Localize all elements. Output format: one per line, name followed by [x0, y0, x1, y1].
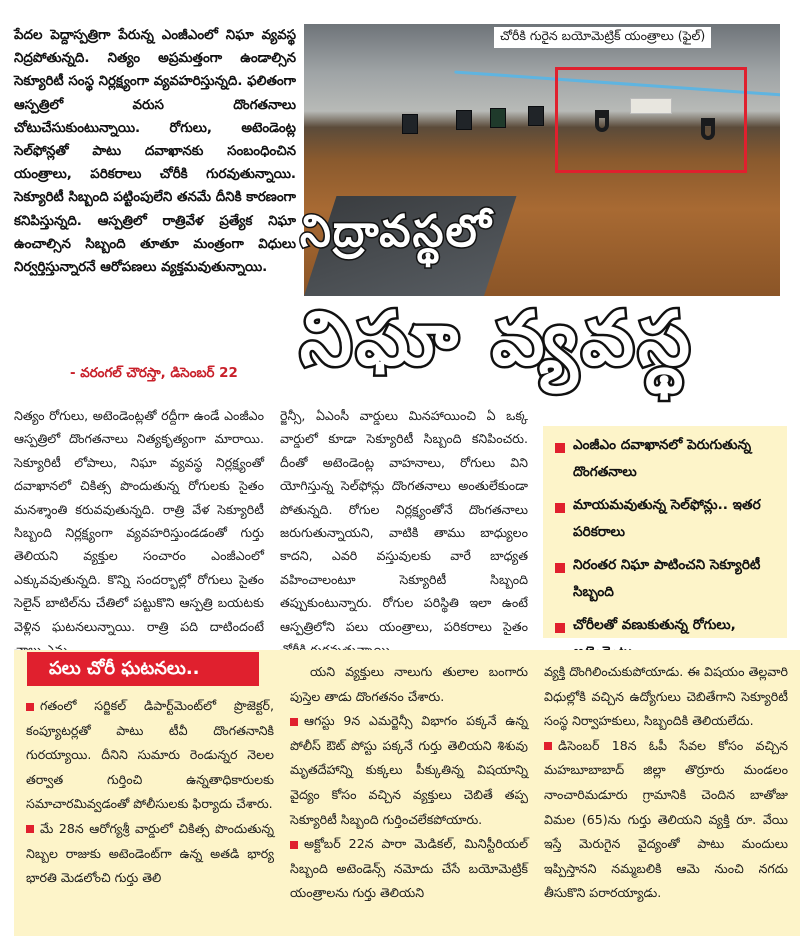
- bullet-square-icon: [555, 563, 565, 573]
- incident-item: అక్టోబర్ 22న పారా మెడికల్, మినిస్టీరియల్ సిబ్బంది అటెండెన్స్ నమోదు చేసే బయోమెట్రిక్ యంత్రాలను గుర్తు తెలియని: [290, 836, 528, 901]
- theft-column-3: [544, 660, 788, 906]
- incident-item: ఆగస్టు 9న ఎమర్జెన్సీ విభాగం పక్కనే ఉన్న పోలీస్ ఔట్ పోస్టు పక్కనే గుర్తు తెలియని శిశువు మృతదేహాన్ని కుక్కలు పీక్కుతిన్న విషయాన్ని వైద్యం కోసం వచ్చిన వ్యక్తులు చెబితే తప్ప సెక్యూరిటీ సిబ్బంది గుర్తించలేకపోయారు.: [290, 713, 528, 827]
- photo-caption: చోరీకి గురైన బయోమెట్రిక్ యంత్రాలు (ఫైల్): [494, 27, 711, 48]
- bullet-square-icon: [290, 718, 298, 726]
- biometric-device: [490, 108, 506, 128]
- highlights-box: [543, 426, 787, 638]
- theft-column-2: [290, 660, 528, 906]
- bullet-square-icon: [26, 703, 34, 711]
- incident-continuation: యని వ్యక్తులు నాలుగు తులాల బంగారు పుస్తెల తాడు దొంగతనం చేశారు.: [290, 664, 528, 704]
- biometric-device: [456, 110, 472, 130]
- theft-column-1: [26, 694, 274, 891]
- highlight-item: చోరీలతో వణుకుతున్న రోగులు,: [553, 612, 777, 666]
- theft-section-title: పలు చోరీ ఘటనలు..: [27, 652, 259, 686]
- headline-line-1: నిద్రావస్థలో: [300, 206, 493, 257]
- bullet-square-icon: [290, 841, 298, 849]
- incident-item: డిసెంబర్ 18న ఓపీ సేవల కోసం వచ్చిన మహబూబాబాద్ జిల్లా తొర్రూరు మండలం నాంచారిమడూరు గ్రామానికి చెందిన బాతోజు విమల (65)ను గుర్తు తెలియని వ్యక్తి రూ. వేయి ఇస్తే మెరుగైన వైద్యంతో పాటు మందులు ఇప్పిస్తానని నమ్మబలికి ఆమె నుంచి నగదు తీసుకొని పరారయ్యాడు.: [544, 737, 788, 901]
- intro-paragraph: పేదల పెద్దాస్పత్రిగా పేరున్న ఎంజీఎంలో నిఘా వ్యవస్థ నిద్రపోతున్నది. నిత్యం అప్రమత్తంగా ఉండాల్సిన సెక్యూరిటీ సంస్థ నిర్లక్ష్యంగా వ్యవహరిస్తున్నది. ఫలితంగా ఆస్పత్రిలో వరుస దొంగతనాలు చోటుచేసుకుంటున్నాయి. రోగులు, అటెండెంట్ల సెల్‌ఫోన్లతో పాటు దవాఖానకు సంబంధించిన యంత్రాలు, పరికరాలు చోరీకి గురవుతున్నాయి. సెక్యూరిటీ సిబ్బంది పట్టింపులేని తనమే దీనికి కారణంగా కనిపిస్తున్నది. ఆస్పత్రిలో రాత్రివేళ ప్రత్యేక నిఘా ఉంచాల్సిన సిబ్బంది తూతూ మంత్రంగా విధులు నిర్వర్తిస్తున్నారనే ఆరోపణలు వ్యక్తమవుతున్నాయి.: [14, 28, 296, 276]
- highlight-frame: [555, 67, 747, 173]
- headline-line-2: నిఘా వ్యవస్థ: [300, 296, 695, 382]
- biometric-device: [528, 106, 544, 126]
- biometric-device: [402, 114, 418, 134]
- body-column-1: నిత్యం రోగులు, అటెండెంట్లతో రద్దీగా ఉండే ఎంజీఎం ఆస్పత్రిలో దొంగతనాలు నిత్యకృత్యంగా మారాయి. సెక్యూరిటీ లోపాలు, నిఘా వ్యవస్థ నిర్లక్ష్యంతో దవాఖానలో చికిత్స పొందుతున్న రోగులకు సైతం మనశ్శాంతి కరువవుతున్నది. రాత్రి వేళ సెక్యూరిటీ సిబ్బంది నిర్లక్ష్యంగా వ్యవహరిస్తుండడంతో గుర్తు తెలియని వ్యక్తుల సంచారం ఎంజీఎంలో ఎక్కువవుతున్నది. కొన్ని సందర్భాల్లో రోగులు సైతం సెలైన్ బాటిల్‌ను చేతిలో పట్టుకొని ఆస్పత్రి బయటకు వెళ్లిన ఘటనలున్నాయి. రాత్రి పది దాటిందంటే: [14, 408, 264, 634]
- bullet-square-icon: [544, 742, 552, 750]
- body-column-2: ర్జెన్సీ, ఏఎంసీ వార్డులు మినహాయించి ఏ ఒక్క వార్డులో కూడా సెక్యూరిటీ సిబ్బంది కనిపించరు. దీంతో అటెండెంట్ల వాహనాలు, రోగులు విని యోగిస్తున్న సెల్‌ఫోన్లు దొంగతనాలు అంతులేకుండా పోతున్నది. రోగుల నిర్లక్ష్యంతోనే దొంగతనాలు జరుగుతున్నాయని, వాటికి తాము బాధ్యులం కాదని, ఎవరి వస్తువులకు వారే బాధ్యత వహించాలంటూ సెక్యూరిటీ సిబ్బంది తప్పుకుంటున్నారు. రోగుల పరిస్థితి ఇలా ఉంటే ఆస్పత్రిలోని పలు యంత్రాలు, పరికరాలు సైతం: [280, 408, 528, 634]
- highlight-item: మాయమవుతున్న సెల్‌ఫోన్లు.. ఇతర పరికరాలు: [553, 492, 777, 546]
- bullet-square-icon: [555, 443, 565, 453]
- highlight-item: ఎంజీఎం దవాఖానలో పెరుగుతున్న దొంగతనాలు: [553, 432, 777, 486]
- incident-item: గతంలో సర్జికల్ డిపార్ట్‌మెంట్‌లో ప్రొజెక్టర్, కంప్యూటర్లతో పాటు టీవీ దొంగతనానికి గురయ్యాయి. దీనిని సుమారు రెండున్నర నెలల తర్వాత గుర్తించి ఉన్నతాధికారులకు సమాచారమివ్వడంతో పోలీసులకు ఫిర్యాదు చేశారు.: [26, 698, 274, 812]
- dateline: - వరంగల్ చౌరస్తా, డిసెంబర్ 22: [70, 366, 238, 381]
- highlight-item: నిరంతర నిఘా పాటించని సెక్యూరిటీ సిబ్బంది: [553, 552, 777, 606]
- incident-item: మే 28న ఆరోగ్యశ్రీ వార్డులో చికిత్స పొందుతున్న నిబ్బల రాజుకు అటెండెంట్‌గా ఉన్న అతడి భార్య భారతి మెడలోంచి గుర్తు తెలి: [26, 820, 274, 886]
- bullet-square-icon: [555, 623, 565, 633]
- incident-continuation: వ్యక్తి దొంగిలించుకుపోయాడు. ఈ విషయం తెల్లవారి విధుల్లోకి వచ్చిన ఉద్యోగులు చెబితేగాని సెక్యూరిటీ సంస్థ నిర్వాహకులు, సిబ్బందికి తెలియలేదు.: [544, 664, 788, 729]
- bullet-square-icon: [26, 825, 34, 833]
- bullet-square-icon: [555, 503, 565, 513]
